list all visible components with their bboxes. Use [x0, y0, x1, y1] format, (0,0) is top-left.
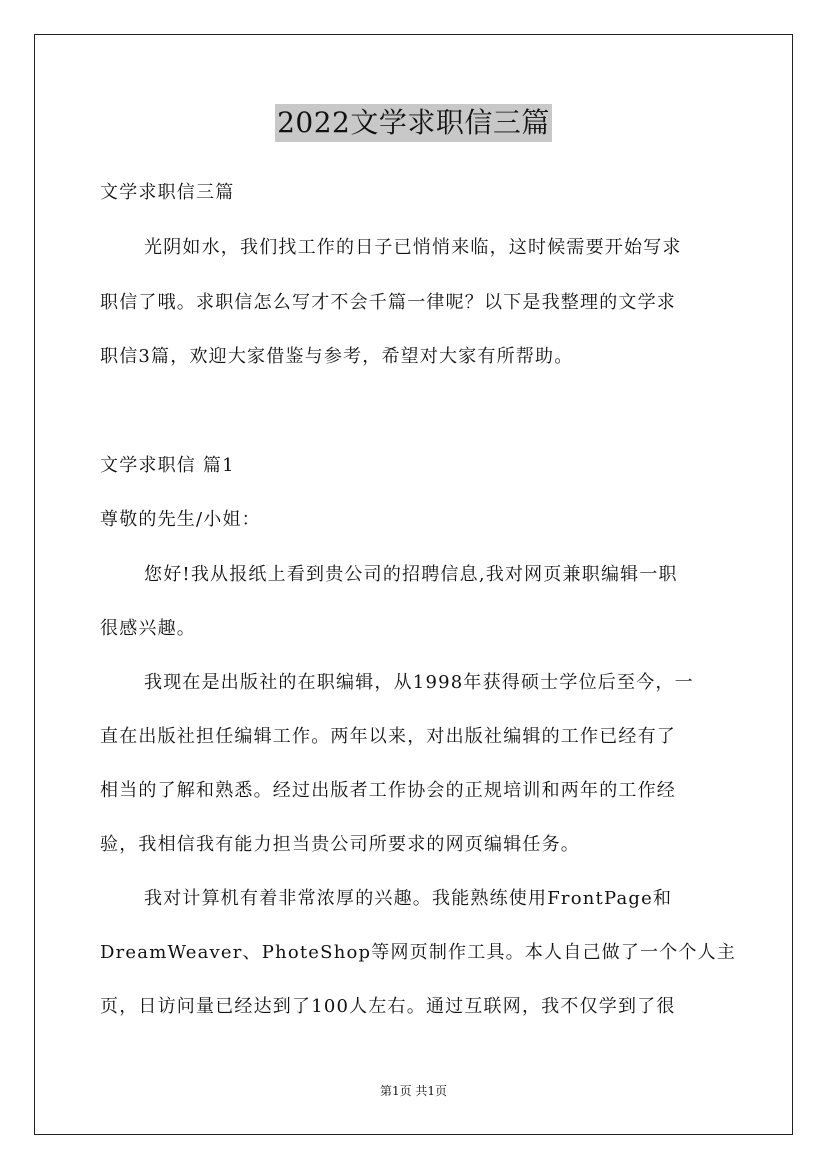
- paragraph-line: 职信3篇，欢迎大家借鉴与参考，希望对大家有所帮助。: [100, 346, 574, 367]
- paragraph-line: 页，日访问量已经达到了100人左右。通过互联网，我不仅学到了很: [100, 996, 676, 1017]
- salutation: 尊敬的先生/小姐：: [100, 509, 261, 530]
- paragraph-line: 我现在是出版社的在职编辑，从1998年获得硕士学位后至今，一: [144, 672, 694, 693]
- title-container: [0, 104, 827, 142]
- paragraph-line: 很感兴趣。: [100, 618, 196, 639]
- paragraph-line: 直在出版社担任编辑工作。两年以来，对出版社编辑的工作已经有了: [100, 726, 676, 747]
- document-title: 2022文学求职信三篇: [275, 104, 552, 142]
- letter-heading: 文学求职信 篇1: [100, 455, 235, 476]
- paragraph-line: 我对计算机有着非常浓厚的兴趣。我能熟练使用FrontPage和: [144, 888, 673, 909]
- paragraph-line: 光阴如水，我们找工作的日子已悄悄来临，这时候需要开始写求: [144, 237, 682, 258]
- paragraph-line: 职信了哦。求职信怎么写才不会千篇一律呢？以下是我整理的文学求: [100, 292, 676, 313]
- paragraph-line: 您好!我从报纸上看到贵公司的招聘信息,我对网页兼职编辑一职: [144, 564, 678, 585]
- paragraph-line: 相当的了解和熟悉。经过出版者工作协会的正规培训和两年的工作经: [100, 780, 676, 801]
- section-heading: 文学求职信三篇: [100, 182, 235, 203]
- page-footer: [0, 1083, 827, 1099]
- paragraph-line: DreamWeaver、PhoteShop等网页制作工具。本人自己做了一个个人主: [100, 942, 737, 963]
- paragraph-line: 验，我相信我有能力担当贵公司所要求的网页编辑任务。: [100, 834, 580, 855]
- page-number: 第1页 共1页: [379, 1084, 448, 1098]
